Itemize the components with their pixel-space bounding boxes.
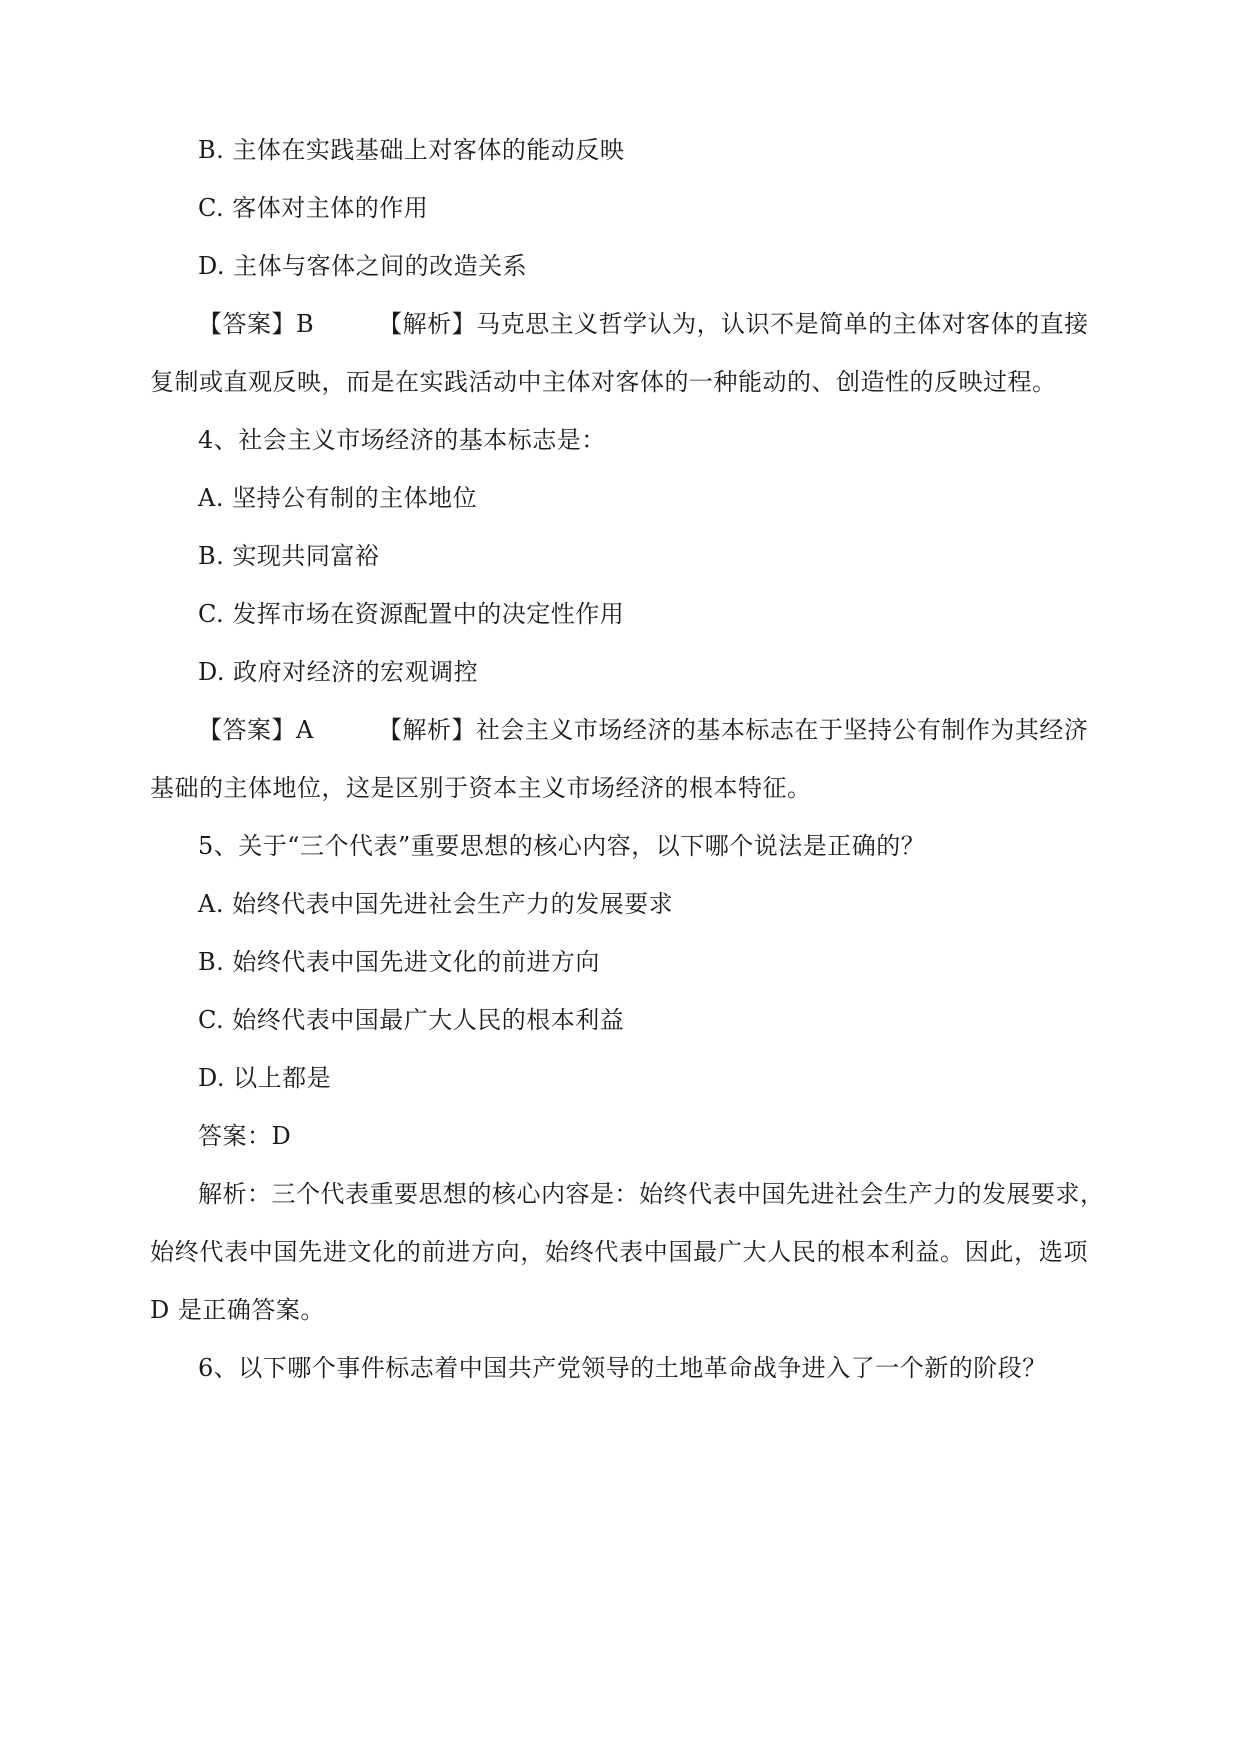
q3-option-c: C. 客体对主体的作用 (198, 194, 429, 222)
q5-option-b: B. 始终代表中国先进文化的前进方向 (198, 948, 600, 976)
q3-option-d: D. 主体与客体之间的改造关系 (198, 252, 528, 280)
q3-option-b: B. 主体在实践基础上对客体的能动反映 (198, 136, 625, 164)
q5-explanation-line-1: 解析：三个代表重要思想的核心内容是：始终代表中国先进社会生产力的发展要求， (198, 1180, 1105, 1208)
q5-option-c: C. 始终代表中国最广大人民的根本利益 (198, 1006, 625, 1034)
q5-explanation-line-2: 始终代表中国先进文化的前进方向，始终代表中国最广大人民的根本利益。因此，选项 (150, 1238, 1088, 1266)
q5-answer: 答案：D (198, 1122, 292, 1150)
q4-explanation-line-2: 基础的主体地位，这是区别于资本主义市场经济的根本特征。 (150, 774, 812, 802)
q4-option-a: A. 坚持公有制的主体地位 (198, 484, 478, 512)
q5-option-d: D. 以上都是 (198, 1064, 332, 1092)
q5-explanation-line-3: D 是正确答案。 (150, 1296, 325, 1324)
q4-explanation-start: 【解析】社会主义市场经济的基本标志在于坚持公有制作为其经济 (377, 716, 1089, 744)
q4-option-c: C. 发挥市场在资源配置中的决定性作用 (198, 600, 625, 628)
q6-question: 6、以下哪个事件标志着中国共产党领导的土地革命战争进入了一个新的阶段？ (198, 1354, 1047, 1382)
q4-explanation-line-1 (198, 715, 1088, 745)
q5-option-a: A. 始终代表中国先进社会生产力的发展要求 (198, 890, 674, 918)
q4-option-b: B. 实现共同富裕 (198, 542, 380, 570)
q3-explanation-start: 【解析】马克思主义哲学认为，认识不是简单的主体对客体的直接 (378, 310, 1089, 338)
q4-option-d: D. 政府对经济的宏观调控 (198, 658, 479, 686)
q4-question: 4、社会主义市场经济的基本标志是： (198, 426, 606, 454)
q5-question: 5、关于“三个代表”重要思想的核心内容，以下哪个说法是正确的？ (198, 832, 926, 860)
q3-explanation-line-2: 复制或直观反映，而是在实践活动中主体对客体的一种能动的、创造性的反映过程。 (150, 368, 1057, 396)
q4-answer-label: 【答案】A (198, 716, 314, 744)
q3-explanation-line-1 (198, 309, 1088, 339)
q3-answer-label: 【答案】B (198, 310, 315, 338)
